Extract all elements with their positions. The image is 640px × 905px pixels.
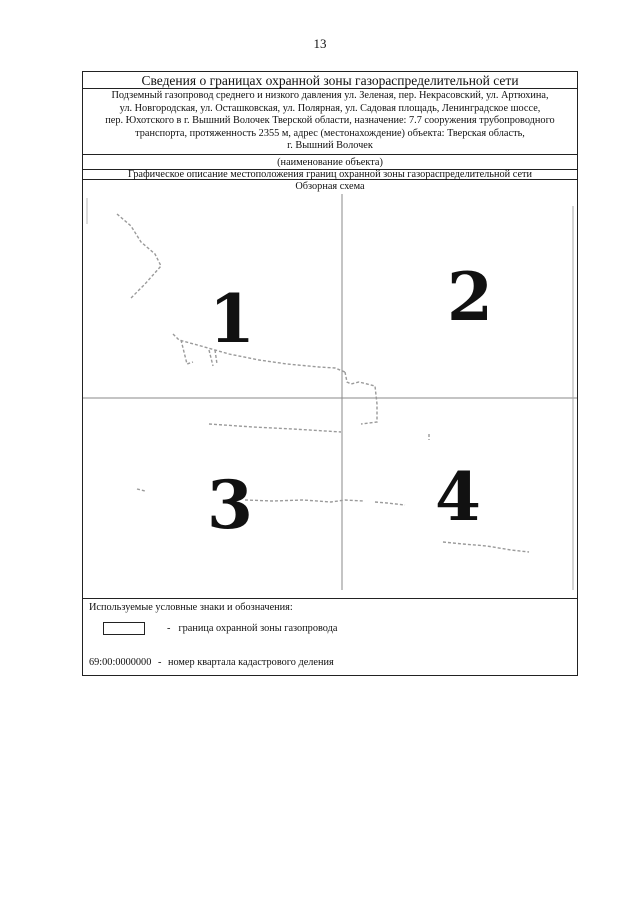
pipeline-trace-far-southeast — [443, 542, 529, 552]
document-title: Сведения о границах охранной зоны газораспределительной сети — [83, 72, 577, 89]
overview-label: Обзорная схема — [295, 181, 365, 192]
page-number: 13 — [313, 36, 327, 51]
object-description-line: транспорта, протяженность 2355 м, адрес (местонахождение) объекта: Тверская область, — [135, 127, 525, 139]
graphic-description: Графическое описание местоположения границ охранной зоны газораспределительной сети — [83, 170, 577, 180]
legend-dash: - — [167, 622, 171, 634]
quadrant-number: 4 — [435, 458, 481, 536]
pipeline-trace-central — [173, 334, 345, 372]
object-description-line: г. Вышний Волочек — [287, 140, 373, 152]
legend-text: граница охранной зоны газопровода — [178, 622, 338, 634]
pipeline-trace-south-central — [209, 424, 341, 432]
object-description-line: Подземный газопровод среднего и низкого давления ул. Зеленая, пер. Некрасовский, ул. Артюхина, — [111, 90, 549, 101]
legend-heading: Используемые условные знаки и обозначения: — [89, 602, 293, 613]
quadrant-number: 2 — [447, 258, 493, 336]
pipeline-trace-northwest — [117, 214, 161, 298]
pipeline-trace-fragment — [137, 489, 145, 491]
object-caption: (наименование объекта) — [83, 154, 577, 170]
object-description-line: ул. Новгородская, ул. Осташковская, ул. Полярная, ул. Садовая площадь, Ленинградское шоссе, — [119, 102, 541, 114]
quadrant-number: 1 — [209, 280, 255, 358]
document-frame — [82, 71, 578, 676]
cadastral-number-symbol: 69:00:0000000 — [89, 657, 152, 668]
legend-item-cadastral — [89, 657, 334, 668]
quadrant-number: 3 — [207, 466, 253, 544]
legend-text: номер квартала кадастрового деления — [167, 657, 334, 668]
legend-item-boundary — [103, 621, 337, 635]
pipeline-trace-south — [245, 500, 363, 502]
object-description-line: пер. Юхотского в г. Вышний Волочек Тверской области, назначение: 7.7 сооружения трубопроводного — [105, 115, 555, 127]
overview-map — [83, 194, 577, 598]
boundary-symbol — [103, 622, 145, 635]
legend-dash: - — [157, 657, 162, 668]
legend — [83, 598, 577, 676]
pipeline-trace-southeast — [375, 502, 405, 505]
object-description — [83, 89, 577, 154]
